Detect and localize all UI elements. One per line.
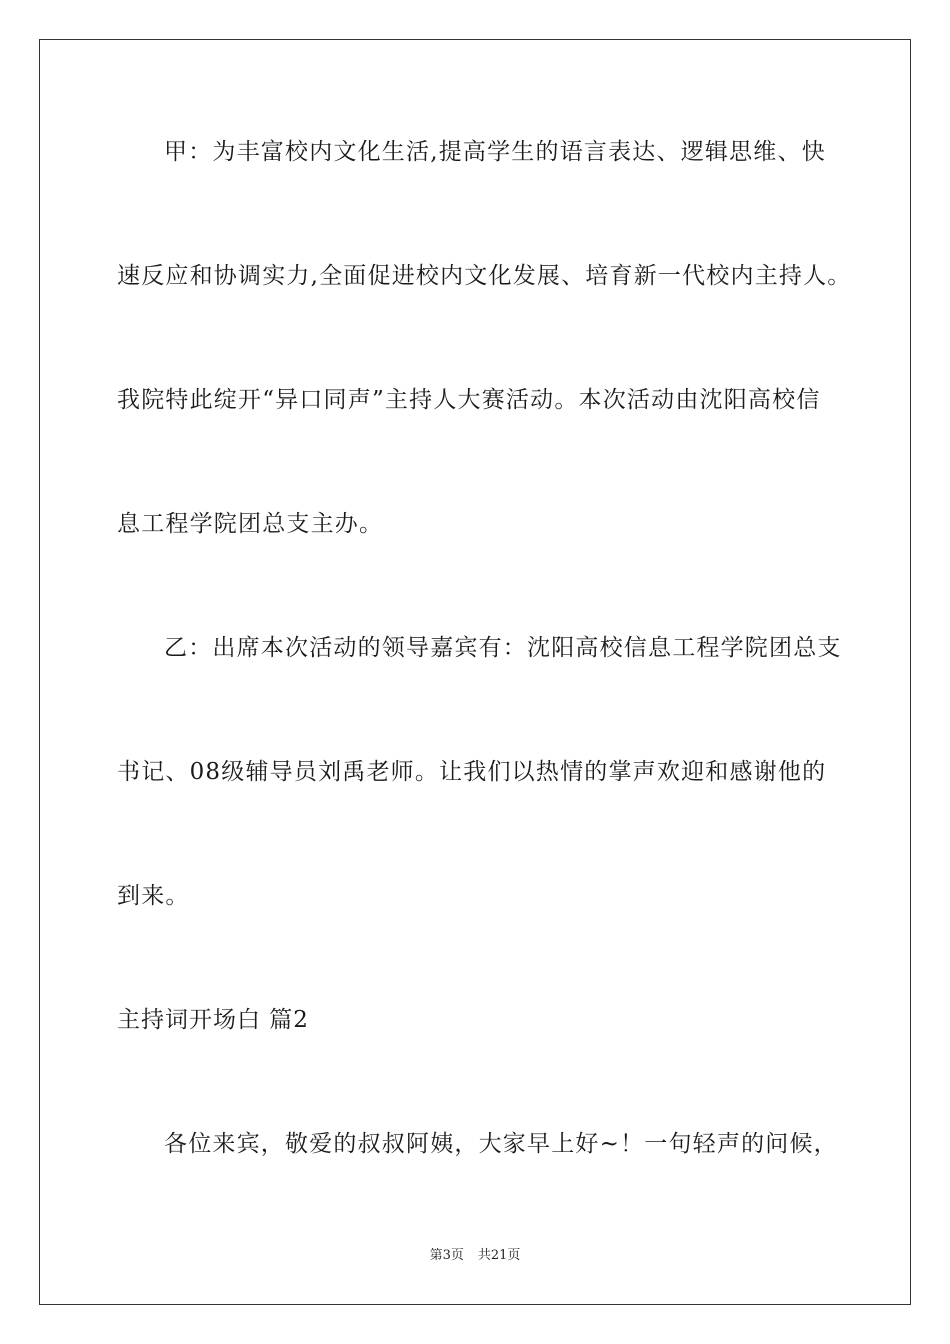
paragraph-2-line-3: 到来。: [117, 883, 190, 909]
page-number: 第3页: [429, 1248, 464, 1263]
section-heading: 主持词开场白 篇2: [117, 1007, 309, 1033]
paragraph-2-line-1: 乙：出席本次活动的领导嘉宾有：沈阳高校信息工程学院团总支: [164, 635, 842, 661]
paragraph-3-line-1: 各位来宾，敬爱的叔叔阿姨，大家早上好~！一句轻声的问候，: [164, 1131, 838, 1157]
total-pages: 共21页: [477, 1248, 521, 1263]
paragraph-1-line-2: 速反应和协调实力,全面促进校内文化发展、培育新一代校内主持人。: [117, 263, 852, 289]
paragraph-1-line-3: 我院特此绽开“异口同声”主持人大赛活动。本次活动由沈阳高校信: [117, 387, 821, 413]
paragraph-1-line-1: 甲：为丰富校内文化生活,提高学生的语言表达、逻辑思维、快: [164, 139, 826, 165]
paragraph-2-line-2: 书记、08级辅导员刘禹老师。让我们以热情的掌声欢迎和感谢他的: [117, 759, 827, 785]
paragraph-1-line-4: 息工程学院团总支主办。: [117, 511, 384, 537]
page-footer: [0, 1247, 950, 1265]
page-border: [39, 39, 911, 1305]
